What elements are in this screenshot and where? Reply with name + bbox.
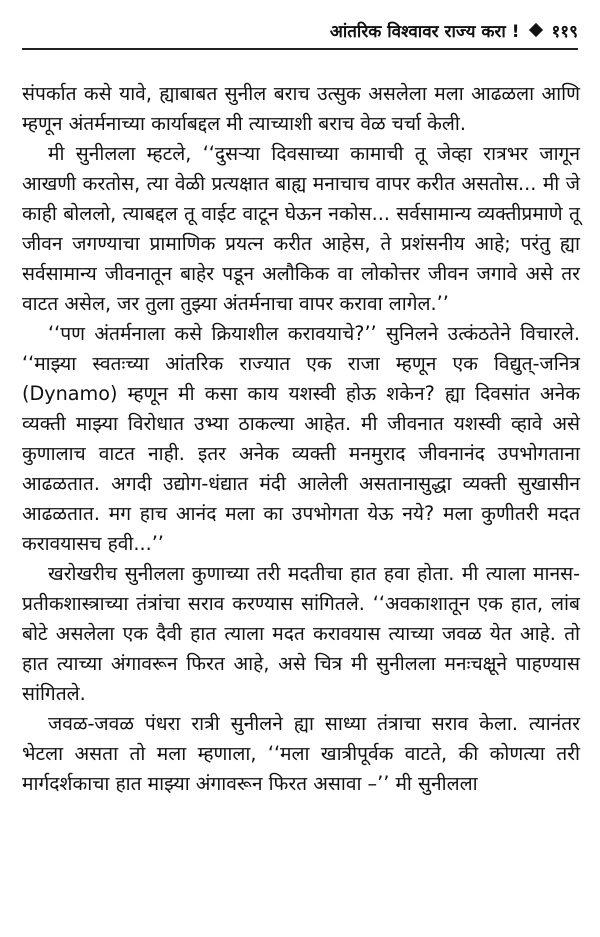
diamond-icon bbox=[529, 23, 543, 37]
page-body bbox=[22, 79, 580, 799]
running-title: आंतरिक विश्वावर राज्य करा ! bbox=[329, 21, 520, 42]
paragraph-3: ‘‘पण अंतर्मनाला कसे क्रियाशील करावयाचे?’’ सुनिलने उत्कंठतेने विचारले. ‘‘माझ्या स्वतःच्या आंतरिक राज्यात एक राजा म्हणून एक विद्युत्-जनित्र (Dynamo) म्हणून मी कसा काय यशस्वी होऊ शकेन? ह्या दिवसांत अनेक व्यक्ती माझ्या विरोधात उभ्या ठाकल्या आहेत. मी जीवनात यशस्वी व्हावे असे कुणालाच वाटत नाही. इतर अनेक व्यक्ती मनमुराद जीवनानंद उपभोगताना आढळतात. अगदी उद्योग-धंद्यात मंदी आलेली असतानासुद्धा व्यक्ती सुखासीन आढळतात. मग हाच आनंद मला का उपभोगता येऊ नये? मला कुणीतरी मदत करावयासच हवी...’’ bbox=[22, 322, 580, 555]
paragraph-2: मी सुनीलला म्हटले, ‘‘दुसऱ्या दिवसाच्या कामाची तू जेव्हा रात्रभर जागून आखणी करतोस, त्या वेळी प्रत्यक्षात बाह्य मनाचाच वापर करीत असतोस... मी जे काही बोललो, त्याबद्दल तू वाईट वाटून घेऊन नकोस... सर्वसामान्य व्यक्तीप्रमाणे तू जीवन जगण्याचा प्रामाणिक प्रयत्न करीत आहेस, ते प्रशंसनीय आहे; परंतु ह्या सर्वसामान्य जीवनातून बाहेर पडून अलौकिक वा लोकोत्तर जीवन जगावे असे तर वाटत असेल, जर तुला तुझ्या अंतर्मनाचा वापर करावा लागेल.’’ bbox=[22, 142, 580, 315]
page-number: ११९ bbox=[551, 21, 578, 42]
running-header bbox=[22, 16, 578, 44]
header-rule bbox=[22, 48, 578, 50]
paragraph-4: खरोखरीच सुनीलला कुणाच्या तरी मदतीचा हात हवा होता. मी त्याला मानस-प्रतीकशास्त्राच्या तंत्रांचा सराव करण्यास सांगितले. ‘‘अवकाशातून एक हात, लांब बोटे असलेला एक दैवी हात त्याला मदत करावयास त्याच्या जवळ येत आहे. तो हात त्याच्या अंगावरून फिरत आहे, असे चित्र मी सुनीलला मनःचक्षूने पाहण्यास सांगितले. bbox=[22, 562, 580, 705]
paragraph-5: जवळ-जवळ पंधरा रात्री सुनीलने ह्या साध्या तंत्राचा सराव केला. त्यानंतर भेटला असता तो मला म्हणाला, ‘‘मला खात्रीपूर्वक वाटते, की कोणत्या तरी मार्गदर्शकाचा हात माझ्या अंगावरून फिरत असावा –’’ मी सुनीलला bbox=[22, 712, 580, 795]
paragraph-1: संपर्कात कसे यावे, ह्याबाबत सुनील बराच उत्सुक असलेला मला आढळला आणि म्हणून अंतर्मनाच्या कार्याबद्दल मी त्याच्याशी बराच वेळ चर्चा केली. bbox=[22, 82, 580, 135]
